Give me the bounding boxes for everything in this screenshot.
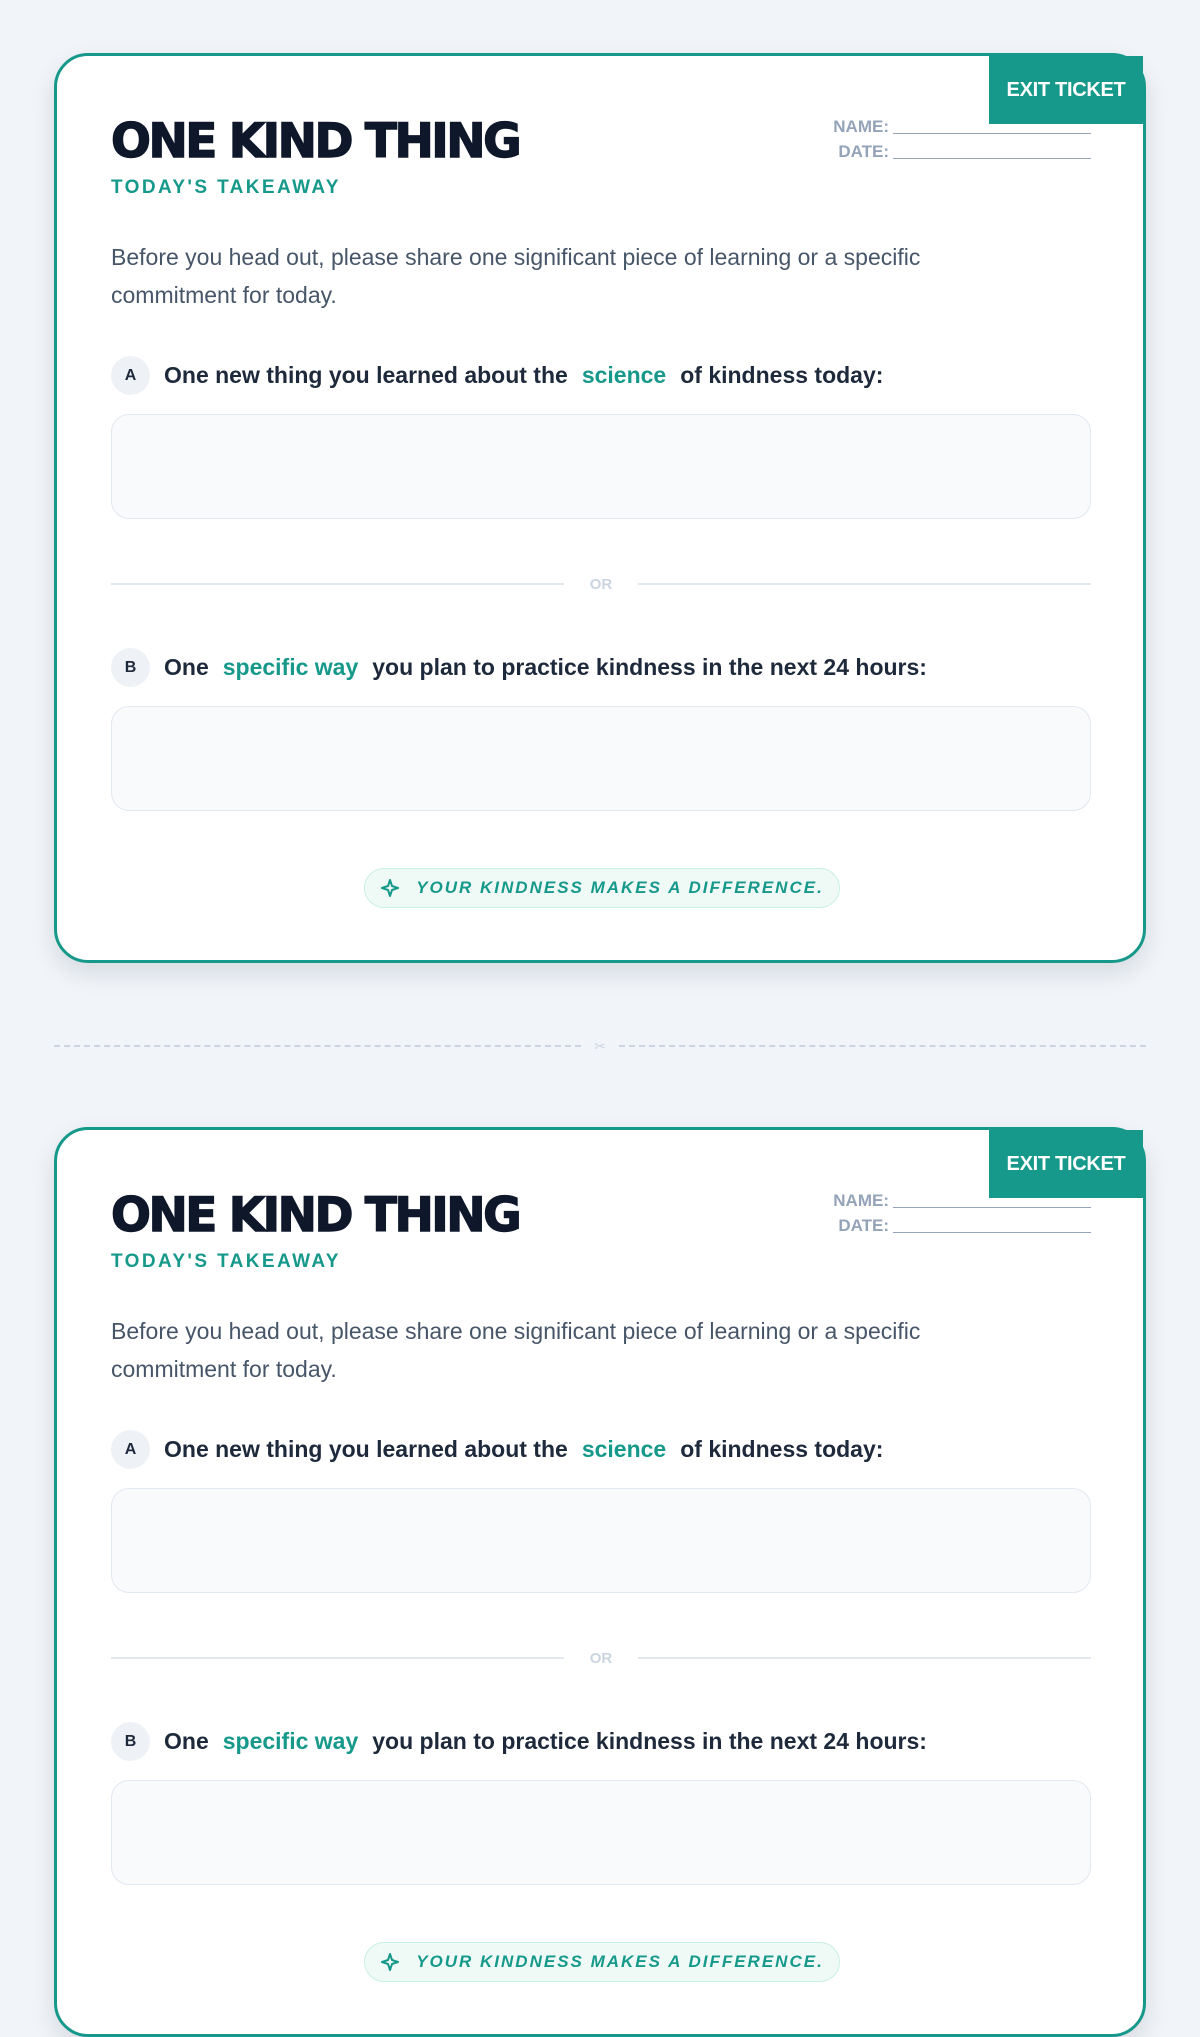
question-a-text-after: of kindness today: (680, 1436, 884, 1462)
exit-ticket-card (54, 1127, 1146, 2037)
question-badge-b: B (111, 1722, 150, 1761)
exit-ticket-tag: EXIT TICKET (989, 56, 1143, 124)
question-b-text-before: One (164, 1728, 209, 1754)
motto-text: YOUR KINDNESS MAKES A DIFFERENCE. (416, 878, 824, 897)
sparkle-icon (380, 878, 400, 898)
ticket-subtitle: TODAY'S TAKEAWAY (111, 177, 341, 198)
answer-box-a[interactable] (111, 414, 1091, 519)
exit-ticket-card (54, 53, 1146, 963)
or-label: OR (589, 575, 613, 593)
divider-rule-left (111, 583, 564, 585)
name-field-row (833, 1188, 1091, 1213)
question-a-highlight: science (581, 362, 667, 388)
name-date-fields (833, 114, 1091, 164)
name-label: NAME: (833, 117, 889, 136)
name-write-line[interactable] (893, 1194, 1091, 1208)
question-b-text-before: One (164, 654, 209, 680)
scissors-icon: ✂ (594, 1037, 606, 1054)
ticket-title: ONE KIND THING (111, 114, 520, 169)
name-write-line[interactable] (893, 120, 1091, 134)
question-a-text-before: One new thing you learned about the (164, 1436, 568, 1462)
intro-text: Before you head out, please share one significant piece of learning or a specific commitment for today. (111, 1318, 921, 1382)
cut-dash-right (619, 1045, 1146, 1047)
question-b-highlight: specific way (222, 1728, 359, 1754)
name-label: NAME: (833, 1191, 889, 1210)
answer-box-a[interactable] (111, 1488, 1091, 1593)
answer-box-b[interactable] (111, 1780, 1091, 1885)
date-write-line[interactable] (893, 1219, 1091, 1233)
question-badge-a: A (111, 356, 150, 395)
intro-text: Before you head out, please share one significant piece of learning or a specific commitment for today. (111, 244, 921, 308)
question-b (111, 1722, 927, 1761)
question-b-highlight: specific way (222, 654, 359, 680)
motto-text: YOUR KINDNESS MAKES A DIFFERENCE. (416, 1952, 824, 1971)
divider-rule-right (638, 583, 1091, 585)
date-field-row (833, 139, 1091, 164)
divider-rule-right (638, 1657, 1091, 1659)
question-a (111, 356, 883, 395)
date-label: DATE: (838, 1216, 889, 1235)
exit-ticket-tag: EXIT TICKET (989, 1130, 1143, 1198)
question-a (111, 1430, 883, 1469)
or-divider (111, 1648, 1091, 1668)
answer-box-b[interactable] (111, 706, 1091, 811)
or-divider (111, 574, 1091, 594)
ticket-title: ONE KIND THING (111, 1188, 520, 1243)
name-date-fields (833, 1188, 1091, 1238)
question-b-text-after: you plan to practice kindness in the next 24 hours: (372, 1728, 927, 1754)
question-a-text-before: One new thing you learned about the (164, 362, 568, 388)
question-badge-a: A (111, 1430, 150, 1469)
question-badge-b: B (111, 648, 150, 687)
motto-pill (364, 868, 840, 908)
or-label: OR (589, 1649, 613, 1667)
cut-line (54, 1035, 1146, 1057)
date-label: DATE: (838, 142, 889, 161)
question-b (111, 648, 927, 687)
date-write-line[interactable] (893, 145, 1091, 159)
question-b-text-after: you plan to practice kindness in the next 24 hours: (372, 654, 927, 680)
question-a-text-after: of kindness today: (680, 362, 884, 388)
name-field-row (833, 114, 1091, 139)
motto-pill (364, 1942, 840, 1982)
question-a-highlight: science (581, 1436, 667, 1462)
sparkle-icon (380, 1952, 400, 1972)
ticket-subtitle: TODAY'S TAKEAWAY (111, 1251, 341, 1272)
divider-rule-left (111, 1657, 564, 1659)
date-field-row (833, 1213, 1091, 1238)
cut-dash-left (54, 1045, 581, 1047)
